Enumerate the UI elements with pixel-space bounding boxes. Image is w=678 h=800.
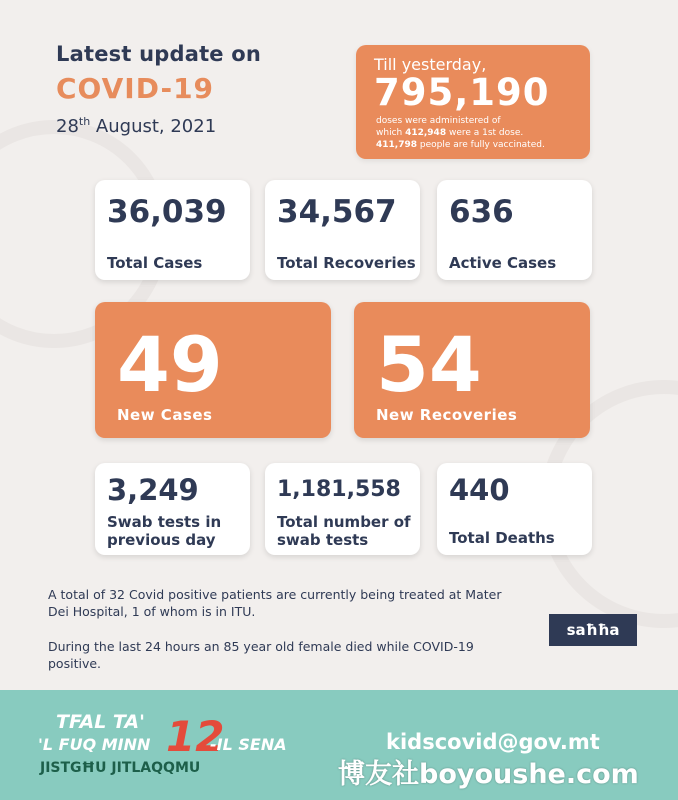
header-subject: COVID-19 bbox=[56, 72, 215, 105]
footer-line3: -IL SENA bbox=[210, 735, 287, 754]
vaccination-prefix: Till yesterday, bbox=[374, 55, 487, 74]
vaccination-panel bbox=[356, 45, 590, 159]
note-death: During the last 24 hours an 85 year old female died while COVID-19 positive. bbox=[48, 639, 474, 671]
stat-card-total-swab-tests: 1,181,558 Total number of swab tests bbox=[265, 463, 420, 555]
stat-card-swab-tests-previous-day: 3,249 Swab tests in previous day bbox=[95, 463, 250, 555]
stat-card-total-cases: 36,039 Total Cases bbox=[95, 180, 250, 280]
footer-line2: 'L FUQ MINN bbox=[38, 735, 151, 754]
brand-logo: saħħa bbox=[549, 614, 637, 646]
stat-card-total-recoveries: 34,567 Total Recoveries bbox=[265, 180, 420, 280]
footer-line4: JISTGĦU JITLAQQMU bbox=[40, 760, 201, 776]
note-hospital: A total of 32 Covid positive patients are currently being treated at Mater Dei Hospital, 1 of whom is in ITU. bbox=[48, 587, 502, 619]
footer-number: 12 bbox=[166, 712, 225, 761]
header-title: Latest update on bbox=[56, 42, 262, 66]
stat-card-total-deaths: 440 Total Deaths bbox=[437, 463, 592, 555]
footer-line1: TFAL TA' bbox=[56, 711, 145, 733]
header bbox=[56, 42, 261, 137]
header-date: 28th August, 2021 bbox=[56, 115, 217, 137]
stat-card-active-cases: 636 Active Cases bbox=[437, 180, 592, 280]
vaccination-details: doses were administered of which 412,948 were a 1st dose. 411,798 people are fully vaccinated. bbox=[376, 116, 545, 150]
watermark: 博友社boyoushe.com bbox=[338, 759, 639, 790]
footer-email-link[interactable]: kidscovid@gov.mt bbox=[386, 730, 600, 754]
footer-banner bbox=[0, 690, 678, 800]
stat-card-new-recoveries: 54 New Recoveries bbox=[354, 302, 590, 438]
vaccination-doses: 795,190 bbox=[374, 71, 550, 114]
stat-card-new-cases: 49 New Cases bbox=[95, 302, 331, 438]
